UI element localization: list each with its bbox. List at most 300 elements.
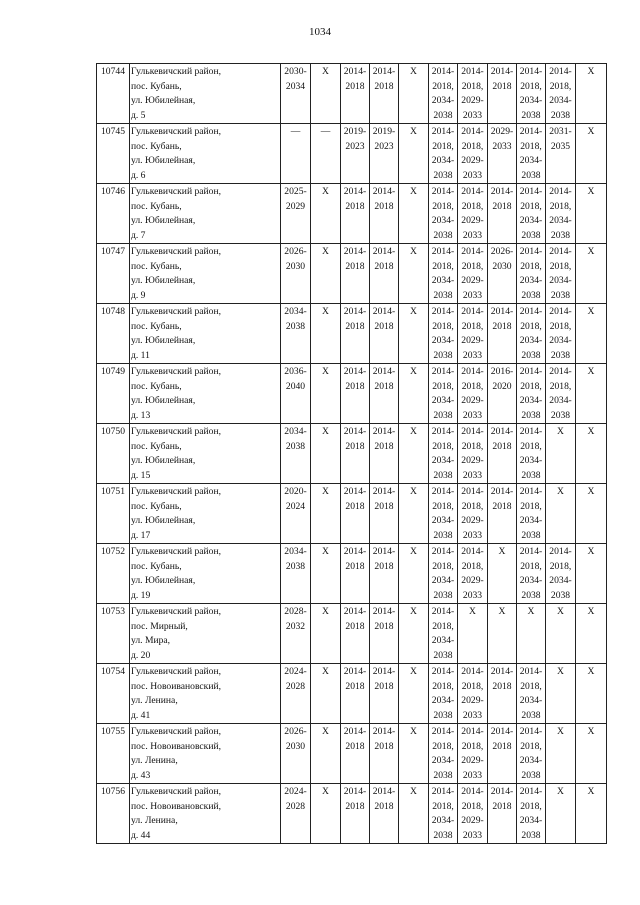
period-line: 2018, — [461, 440, 484, 452]
period-line: 2014- — [490, 666, 514, 677]
period-cell — [341, 484, 370, 544]
address-line: пос. Новоивановский, — [131, 680, 221, 692]
period-line: 2014- — [490, 306, 514, 317]
period-line: 2018, — [461, 140, 484, 152]
record-number: 10756 — [97, 784, 130, 844]
period-line: 2038 — [433, 349, 453, 361]
period-line: 2034- — [549, 335, 572, 346]
period-line: 2018 — [345, 80, 365, 92]
period-cell — [546, 784, 576, 844]
period-cell — [576, 364, 607, 424]
period-line: 2014- — [343, 306, 367, 317]
record-number: 10746 — [97, 184, 130, 244]
period-line: 2014- — [461, 546, 484, 557]
period-line: 2029- — [461, 155, 484, 166]
period-cell — [341, 544, 370, 604]
period-line: X — [410, 186, 417, 197]
period-cell — [517, 724, 546, 784]
period-line: 2038 — [433, 529, 453, 541]
period-line: 2014- — [461, 66, 484, 77]
address-cell — [130, 304, 281, 364]
period-line: 2018, — [520, 500, 542, 512]
record-number: 10754 — [97, 664, 130, 724]
period-line: 2014- — [519, 486, 543, 497]
period-cell — [488, 724, 517, 784]
period-line: 2018, — [461, 320, 484, 332]
address-line: Гулькевичский район, — [131, 306, 221, 317]
address-line: д. 13 — [131, 409, 151, 421]
period-cell — [399, 664, 429, 724]
address-line: д. 11 — [131, 349, 150, 361]
period-cell — [311, 364, 341, 424]
period-line: 2014- — [372, 486, 396, 497]
period-cell — [576, 724, 607, 784]
period-line: X — [587, 126, 595, 137]
period-cell — [399, 604, 429, 664]
period-cell — [458, 64, 488, 124]
period-cell — [370, 664, 399, 724]
period-line: 2014- — [549, 546, 572, 557]
period-line: X — [557, 786, 564, 797]
address-cell — [130, 664, 281, 724]
period-line: 2014- — [343, 726, 367, 737]
period-cell — [458, 484, 488, 544]
period-line: 2014- — [490, 426, 514, 437]
period-line: 2018, — [432, 380, 454, 392]
period-line: 2018 — [492, 440, 512, 452]
address-cell — [130, 184, 281, 244]
period-cell — [281, 724, 311, 784]
period-line: 2014- — [461, 366, 484, 377]
period-cell — [399, 784, 429, 844]
period-cell — [517, 484, 546, 544]
period-line: 2033 — [462, 589, 483, 601]
period-line: 2018 — [374, 380, 394, 392]
period-line: 2034- — [284, 546, 307, 557]
period-line: X — [410, 786, 417, 797]
period-cell — [458, 184, 488, 244]
period-line: 2034- — [519, 815, 543, 826]
period-line: 2014- — [519, 126, 543, 137]
period-cell — [281, 64, 311, 124]
period-line: 2033 — [462, 769, 483, 781]
address-line: пос. Новоивановский, — [131, 800, 221, 812]
period-line: 2018 — [345, 560, 365, 572]
period-cell — [576, 184, 607, 244]
period-line: 2034- — [284, 306, 307, 317]
period-line: 2014- — [343, 786, 367, 797]
period-cell — [576, 424, 607, 484]
period-line: 2038 — [433, 109, 453, 121]
period-cell — [311, 724, 341, 784]
table-row — [97, 664, 607, 724]
period-cell — [576, 784, 607, 844]
period-line: 2034- — [431, 155, 455, 166]
period-line: 2018 — [374, 620, 394, 632]
period-cell — [429, 484, 458, 544]
period-cell — [429, 364, 458, 424]
period-line: 2018 — [374, 260, 394, 272]
period-cell — [399, 364, 429, 424]
period-line: 2038 — [521, 169, 541, 181]
period-line: 2018 — [374, 200, 394, 212]
address-line: д. 17 — [131, 529, 151, 541]
period-cell — [517, 544, 546, 604]
period-line: 2014- — [343, 426, 367, 437]
period-line: X — [322, 486, 329, 497]
period-line: 2018, — [461, 260, 484, 272]
period-line: 2018, — [461, 80, 484, 92]
period-cell — [399, 124, 429, 184]
period-line: 2033 — [462, 169, 483, 181]
period-line: 2038 — [433, 229, 453, 241]
address-cell — [130, 244, 281, 304]
period-line: 2014- — [461, 426, 484, 437]
period-line: 2038 — [550, 589, 571, 601]
period-line: 2014- — [431, 126, 455, 137]
period-line: 2014- — [431, 666, 455, 677]
period-cell — [546, 244, 576, 304]
period-line: 2028 — [285, 800, 306, 812]
period-line: X — [322, 786, 329, 797]
record-number: 10747 — [97, 244, 130, 304]
period-cell — [429, 784, 458, 844]
period-line: 2033 — [462, 529, 483, 541]
period-line: 2034- — [549, 275, 572, 286]
period-line: 2029- — [461, 95, 484, 106]
period-line: 2014- — [519, 366, 543, 377]
address-cell — [130, 124, 281, 184]
period-line: 2019- — [372, 126, 396, 137]
period-line: 2034- — [431, 275, 455, 286]
period-line: 2018, — [432, 140, 454, 152]
period-line: 2014- — [431, 486, 455, 497]
period-cell — [458, 424, 488, 484]
period-line: 2018 — [492, 200, 512, 212]
period-line: 2034- — [519, 215, 543, 226]
period-line: 2034- — [519, 275, 543, 286]
period-line: — — [290, 126, 301, 137]
period-cell — [576, 604, 607, 664]
address-line: пос. Кубань, — [131, 560, 182, 572]
period-line: 2033 — [462, 229, 483, 241]
period-line: 2014- — [431, 186, 455, 197]
period-line: 2038 — [521, 289, 541, 301]
address-line: пос. Кубань, — [131, 380, 182, 392]
period-line: 2023 — [374, 140, 394, 152]
address-line: ул. Ленина, — [131, 815, 178, 826]
period-line: 2038 — [521, 709, 541, 721]
period-line: 2030 — [285, 740, 306, 752]
period-line: 2034- — [431, 755, 455, 766]
period-line: 2029- — [461, 275, 484, 286]
period-line: X — [587, 726, 595, 737]
record-number: 10748 — [97, 304, 130, 364]
address-line: пос. Кубань, — [131, 320, 182, 332]
period-line: 2033 — [462, 289, 483, 301]
period-line: 2014- — [431, 306, 455, 317]
period-cell — [311, 484, 341, 544]
period-line: 2018 — [345, 260, 365, 272]
period-line: X — [498, 606, 506, 617]
period-cell — [488, 64, 517, 124]
period-line: 2014- — [343, 546, 367, 557]
period-cell — [458, 544, 488, 604]
address-line: пос. Мирный, — [131, 620, 188, 632]
period-line: 2018, — [461, 740, 484, 752]
period-line: 2026- — [490, 246, 514, 257]
period-cell — [281, 544, 311, 604]
period-line: 2018 — [492, 800, 512, 812]
period-line: 2018 — [345, 620, 365, 632]
record-number: 10752 — [97, 544, 130, 604]
period-line: 2038 — [521, 469, 541, 481]
period-line: X — [587, 66, 595, 77]
period-cell — [281, 424, 311, 484]
period-line: 2018, — [520, 440, 542, 452]
period-line: 2014- — [431, 786, 455, 797]
table-row — [97, 724, 607, 784]
period-cell — [429, 604, 458, 664]
period-cell — [399, 244, 429, 304]
period-cell — [546, 364, 576, 424]
period-line: 2038 — [433, 409, 453, 421]
address-cell — [130, 604, 281, 664]
period-line: 2014- — [519, 666, 543, 677]
period-line: 2038 — [433, 709, 453, 721]
address-line: ул. Юбилейная, — [131, 215, 196, 226]
address-cell — [130, 484, 281, 544]
period-line: X — [410, 726, 417, 737]
period-cell — [517, 604, 546, 664]
period-line: X — [557, 486, 564, 497]
period-line: 2014- — [372, 726, 396, 737]
period-line: 2014- — [519, 426, 543, 437]
period-cell — [311, 244, 341, 304]
period-line: 2018 — [345, 440, 365, 452]
address-line: д. 6 — [131, 169, 146, 181]
address-line: ул. Юбилейная, — [131, 575, 196, 586]
period-cell — [399, 184, 429, 244]
period-line: 2018 — [345, 740, 365, 752]
period-line: 2033 — [462, 709, 483, 721]
period-line: 2018, — [520, 740, 542, 752]
period-cell — [517, 244, 546, 304]
period-line: 2034- — [519, 515, 543, 526]
period-line: X — [322, 666, 329, 677]
period-cell — [429, 64, 458, 124]
period-line: 2014- — [343, 666, 367, 677]
period-line: 2018, — [432, 560, 454, 572]
period-cell — [281, 784, 311, 844]
period-cell — [576, 664, 607, 724]
period-line: X — [557, 666, 564, 677]
period-line: 2018 — [374, 680, 394, 692]
period-line: 2014- — [490, 486, 514, 497]
period-line: 2018, — [520, 380, 542, 392]
period-line: 2038 — [550, 289, 571, 301]
address-line: пос. Кубань, — [131, 140, 182, 152]
period-line: 2035 — [550, 140, 571, 152]
address-cell — [130, 784, 281, 844]
period-line: 2018, — [520, 260, 542, 272]
period-cell — [517, 784, 546, 844]
period-line: X — [587, 666, 595, 677]
period-line: 2014- — [461, 246, 484, 257]
period-line: 2034- — [519, 155, 543, 166]
period-cell — [281, 484, 311, 544]
period-cell — [546, 64, 576, 124]
period-cell — [546, 304, 576, 364]
period-line: 2018, — [432, 500, 454, 512]
period-line: 2014- — [343, 366, 367, 377]
period-line: 2014- — [431, 546, 455, 557]
period-cell — [546, 664, 576, 724]
period-line: 2018, — [520, 200, 542, 212]
period-line: X — [410, 546, 417, 557]
address-line: пос. Кубань, — [131, 80, 182, 92]
period-line: 2034- — [519, 755, 543, 766]
period-line: 2014- — [549, 246, 572, 257]
address-line: ул. Ленина, — [131, 755, 178, 766]
period-line: 2018, — [432, 200, 454, 212]
period-line: 2018 — [345, 320, 365, 332]
period-cell — [429, 424, 458, 484]
period-line: 2038 — [521, 769, 541, 781]
period-line: 2038 — [521, 229, 541, 241]
period-cell — [311, 424, 341, 484]
period-line: 2018 — [374, 440, 394, 452]
period-cell — [370, 484, 399, 544]
period-line: 2029- — [461, 335, 484, 346]
period-cell — [311, 64, 341, 124]
period-cell — [370, 64, 399, 124]
period-cell — [370, 724, 399, 784]
address-line: д. 9 — [131, 289, 146, 301]
period-cell — [488, 784, 517, 844]
period-line: X — [498, 546, 506, 557]
period-line: 2018, — [432, 440, 454, 452]
period-cell — [517, 304, 546, 364]
period-line: 2018, — [549, 200, 572, 212]
period-line: 2014- — [372, 426, 396, 437]
record-number: 10749 — [97, 364, 130, 424]
period-line: 2014- — [519, 726, 543, 737]
period-cell — [399, 64, 429, 124]
period-line: 2024 — [285, 500, 306, 512]
period-line: 2034- — [549, 95, 572, 106]
period-line: X — [587, 366, 595, 377]
period-line: — — [320, 126, 331, 137]
period-line: 2018, — [432, 680, 454, 692]
period-line: 2018 — [345, 380, 365, 392]
period-line: 2018, — [549, 560, 572, 572]
period-line: 2034- — [519, 575, 543, 586]
period-line: 2029- — [461, 755, 484, 766]
address-line: Гулькевичский район, — [131, 666, 221, 677]
address-line: Гулькевичский район, — [131, 546, 221, 557]
period-line: 2014- — [461, 306, 484, 317]
period-line: X — [322, 546, 329, 557]
address-line: д. 20 — [131, 649, 151, 661]
period-line: 2018, — [461, 200, 484, 212]
period-cell — [281, 304, 311, 364]
period-line: 2040 — [285, 380, 306, 392]
period-line: 2038 — [521, 349, 541, 361]
period-cell — [517, 424, 546, 484]
table-row — [97, 364, 607, 424]
address-line: ул. Юбилейная, — [131, 155, 196, 166]
period-line: 2034 — [285, 80, 306, 92]
period-line: X — [587, 306, 595, 317]
page-number: 1034 — [309, 26, 331, 38]
address-line: Гулькевичский район, — [131, 606, 221, 617]
period-line: X — [322, 66, 329, 77]
period-cell — [546, 604, 576, 664]
address-line: пос. Новоивановский, — [131, 740, 221, 752]
period-line: 2034- — [431, 515, 455, 526]
period-line: 2029- — [461, 575, 484, 586]
address-line: пос. Кубань, — [131, 440, 182, 452]
period-cell — [281, 364, 311, 424]
period-cell — [488, 664, 517, 724]
period-cell — [311, 604, 341, 664]
period-line: 2038 — [521, 829, 541, 841]
period-line: 2034- — [519, 695, 543, 706]
period-line: 2038 — [433, 289, 453, 301]
period-line: 2029- — [461, 815, 484, 826]
period-line: 2034- — [431, 575, 455, 586]
period-line: 2014- — [431, 66, 455, 77]
period-line: 2033 — [492, 140, 512, 152]
period-line: 2025- — [284, 186, 307, 197]
period-line: X — [587, 606, 595, 617]
period-line: 2018 — [345, 500, 365, 512]
period-line: X — [410, 366, 417, 377]
period-cell — [429, 724, 458, 784]
period-line: 2029- — [461, 215, 484, 226]
period-cell — [458, 664, 488, 724]
period-line: 2014- — [372, 666, 396, 677]
period-line: 2020- — [284, 486, 307, 497]
period-cell — [546, 184, 576, 244]
period-line: 2016- — [490, 366, 514, 377]
period-cell — [370, 304, 399, 364]
table-row — [97, 64, 607, 124]
period-cell — [370, 424, 399, 484]
period-cell — [341, 664, 370, 724]
table-row — [97, 424, 607, 484]
period-line: 2014- — [431, 246, 455, 257]
period-cell — [429, 304, 458, 364]
period-cell — [399, 544, 429, 604]
period-line: 2018 — [374, 80, 394, 92]
period-line: 2018 — [345, 800, 365, 812]
period-line: X — [587, 486, 595, 497]
period-line: X — [322, 606, 329, 617]
period-cell — [488, 304, 517, 364]
period-line: X — [557, 426, 564, 437]
address-line: Гулькевичский район, — [131, 426, 221, 437]
address-line: д. 43 — [131, 769, 151, 781]
period-cell — [488, 544, 517, 604]
address-line: ул. Мира, — [131, 635, 171, 646]
record-number: 10750 — [97, 424, 130, 484]
period-line: 2029 — [285, 200, 306, 212]
period-cell — [458, 244, 488, 304]
period-line: 2014- — [343, 606, 367, 617]
period-cell — [341, 64, 370, 124]
